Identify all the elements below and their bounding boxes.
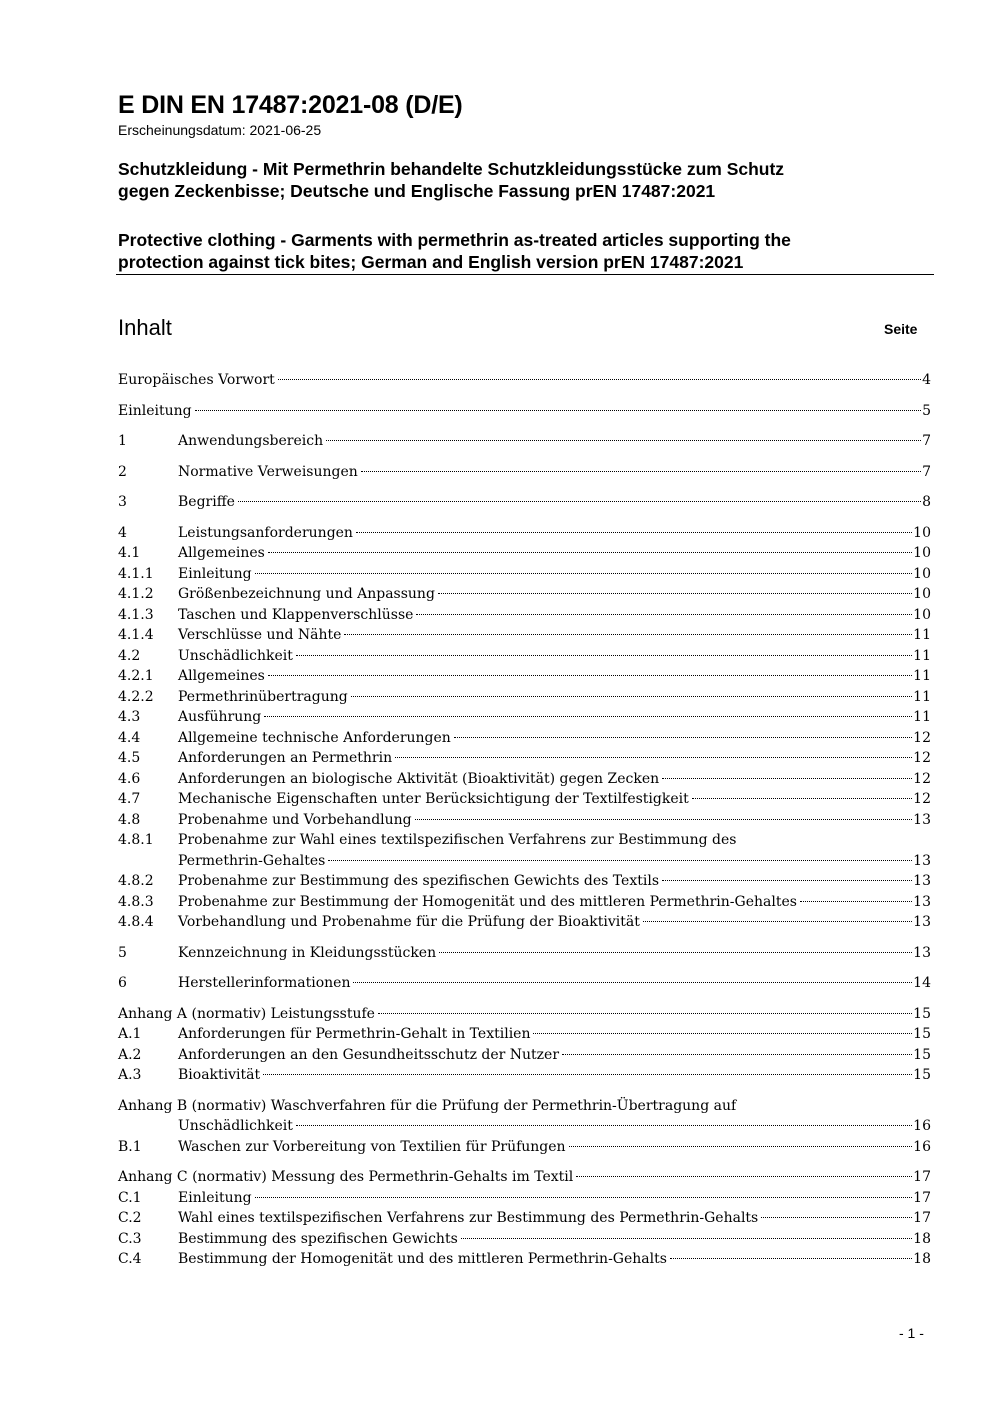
- toc-entry[interactable]: [118, 851, 931, 872]
- toc-entry-page: 17: [913, 1169, 931, 1185]
- toc-leader-dots: [238, 501, 921, 502]
- toc-entry[interactable]: [118, 943, 931, 964]
- toc-entry-number: 4.8.1: [118, 832, 154, 848]
- toc-entry[interactable]: [118, 1096, 931, 1117]
- toc-entry-number: 4.8.2: [118, 873, 154, 889]
- toc-entry[interactable]: [118, 973, 931, 994]
- toc-entry-number: 1: [118, 433, 127, 449]
- toc-entry-label: Anforderungen an Permethrin: [178, 750, 393, 766]
- toc-entry-label: Permethrinübertragung: [178, 688, 348, 705]
- toc-entry[interactable]: [118, 810, 931, 831]
- toc-entry-label: Probenahme zur Bestimmung des spezifischen Gewichts des Textils: [178, 873, 659, 889]
- toc-entry[interactable]: [118, 1188, 931, 1209]
- toc-entry-label: Unschädlichkeit: [178, 647, 293, 664]
- toc-entry-number: A.2: [118, 1046, 142, 1063]
- toc-entry-page: 13: [913, 852, 931, 869]
- toc-entry-label: Herstellerinformationen: [178, 975, 351, 991]
- toc-leader-dots: [439, 952, 912, 953]
- toc-entry-page: 13: [913, 944, 931, 961]
- toc-leader-dots: [356, 532, 912, 533]
- toc-entry-label: Verschlüsse und Nähte: [178, 627, 342, 643]
- title-german: [118, 158, 918, 202]
- toc-entry-number: 4.7: [118, 791, 141, 807]
- toc-entry-label: Einleitung: [178, 1189, 252, 1206]
- toc-entry[interactable]: [118, 769, 931, 790]
- toc-entry-number: 4.1.2: [118, 586, 154, 602]
- toc-entry-number: C.1: [118, 1189, 142, 1206]
- toc-entry-label: Begriffe: [178, 494, 235, 510]
- toc-leader-dots: [662, 880, 912, 881]
- toc-entry[interactable]: [118, 1116, 931, 1137]
- toc-entry-label: Europäisches Vorwort: [118, 372, 275, 388]
- toc-entry-number: 4.6: [118, 770, 141, 787]
- toc-entry-page: 11: [913, 668, 931, 684]
- toc-entry-page: 10: [913, 545, 931, 561]
- page-number: - 1 -: [899, 1325, 924, 1341]
- toc-entry[interactable]: [118, 871, 931, 892]
- title-english-line-1: Protective clothing - Garments with permethrin as-treated articles supporting the: [118, 230, 791, 250]
- toc-entry-page: 8: [922, 494, 931, 510]
- toc-entry[interactable]: [118, 1137, 931, 1158]
- toc-entry-page: 4: [922, 372, 931, 388]
- toc-entry[interactable]: [118, 370, 931, 391]
- toc-leader-dots: [416, 614, 912, 615]
- toc-entry-page: 11: [913, 709, 931, 725]
- toc-leader-dots: [263, 1074, 912, 1075]
- toc-leader-dots: [576, 1176, 912, 1177]
- toc-leader-dots: [344, 634, 912, 635]
- toc-entry[interactable]: [118, 830, 931, 851]
- toc-leader-dots: [268, 675, 912, 676]
- toc-entry[interactable]: [118, 625, 931, 646]
- toc-entry-page: 16: [913, 1118, 931, 1134]
- toc-entry-label: Bioaktivität: [178, 1067, 261, 1083]
- toc-leader-dots: [562, 1054, 912, 1055]
- toc-leader-dots: [195, 410, 922, 411]
- toc-leader-dots: [296, 655, 912, 656]
- toc-entry[interactable]: [118, 431, 931, 452]
- toc-entry-label: Einleitung: [118, 402, 192, 419]
- toc-leader-dots: [569, 1146, 913, 1147]
- toc-entry[interactable]: [118, 748, 931, 769]
- toc-entry-label: Vorbehandlung und Probenahme für die Prüfung der Bioaktivität: [178, 914, 640, 930]
- toc-entry-label: Normative Verweisungen: [178, 463, 358, 480]
- toc-entry-page: 18: [913, 1251, 931, 1267]
- toc-entry-page: 15: [913, 1067, 931, 1083]
- toc-entry-page: 5: [922, 402, 931, 419]
- toc-entry-label: Bestimmung der Homogenität und des mittleren Permethrin-Gehalts: [178, 1251, 667, 1267]
- toc-entry[interactable]: [118, 1208, 931, 1229]
- toc-leader-dots: [328, 860, 912, 861]
- toc-entry-page: 10: [913, 606, 931, 623]
- toc-entry-label: Anhang B (normativ) Waschverfahren für die Prüfung der Permethrin-Übertragung auf: [118, 1097, 737, 1114]
- toc-entry-page: 10: [913, 565, 931, 582]
- toc-entry-number: 4.8.4: [118, 914, 154, 930]
- toc-entry-page: 12: [913, 729, 931, 746]
- toc-entry[interactable]: [118, 707, 931, 728]
- toc-entry-number: 4.8.3: [118, 893, 154, 910]
- toc-entry[interactable]: [118, 1167, 931, 1188]
- toc-entry-page: 7: [922, 463, 931, 480]
- toc-entry[interactable]: [118, 605, 931, 626]
- toc-entry[interactable]: [118, 523, 931, 544]
- toc-entry[interactable]: [118, 492, 931, 513]
- toc-entry-number: 6: [118, 975, 127, 991]
- toc-entry[interactable]: [118, 462, 931, 483]
- toc-entry[interactable]: [118, 1024, 931, 1045]
- toc-entry-number: A.3: [118, 1067, 142, 1083]
- toc-entry[interactable]: [118, 912, 931, 933]
- toc-entry[interactable]: [118, 1249, 931, 1270]
- toc-entry-number: 4.8: [118, 811, 141, 828]
- toc-entry-label: Bestimmung des spezifischen Gewichts: [178, 1230, 458, 1247]
- toc-entry-number: C.4: [118, 1251, 142, 1267]
- toc-entry-label: Größenbezeichnung und Anpassung: [178, 586, 435, 602]
- toc-entry-page: 17: [913, 1189, 931, 1206]
- toc-entry-page: 10: [913, 586, 931, 602]
- toc-entry-number: 4.2.1: [118, 668, 154, 684]
- toc-entry[interactable]: [118, 728, 931, 749]
- toc-entry-label: Unschädlichkeit: [178, 1118, 293, 1134]
- toc-leader-dots: [662, 778, 912, 779]
- toc-entry-number: A.1: [118, 1026, 142, 1042]
- toc-entry-label: Permethrin-Gehaltes: [178, 852, 326, 869]
- toc-leader-dots: [395, 757, 912, 758]
- toc-entry-label: Anhang A (normativ) Leistungsstufe: [118, 1005, 375, 1022]
- toc-leader-dots: [670, 1258, 912, 1259]
- toc-entry-number: 4.2.2: [118, 688, 154, 705]
- toc-entry-label: Probenahme zur Bestimmung der Homogenität und des mittleren Permethrin-Gehaltes: [178, 893, 797, 910]
- toc-entry-label: Mechanische Eigenschaften unter Berücksichtigung der Textilfestigkeit: [178, 791, 689, 807]
- toc-entry-page: 13: [913, 914, 931, 930]
- toc-entry[interactable]: [118, 666, 931, 687]
- toc-entry-number: 4.1: [118, 545, 141, 561]
- toc-entry[interactable]: [118, 789, 931, 810]
- toc-entry-label: Anforderungen für Permethrin-Gehalt in Textilien: [178, 1026, 531, 1042]
- toc-entry-page: 11: [913, 647, 931, 664]
- toc-entry-label: Waschen zur Vorbereitung von Textilien für Prüfungen: [178, 1138, 566, 1155]
- toc-entry-label: Allgemeines: [178, 668, 265, 684]
- toc-entry-number: 5: [118, 944, 127, 961]
- title-english: [118, 229, 918, 273]
- toc-entry-page: 16: [913, 1138, 931, 1155]
- toc-entry[interactable]: [118, 892, 931, 913]
- toc-entry-label: Probenahme und Vorbehandlung: [178, 811, 412, 828]
- toc-entry[interactable]: [118, 1004, 931, 1025]
- toc-leader-dots: [533, 1033, 912, 1034]
- toc-entry-label: Probenahme zur Wahl eines textilspezifischen Verfahrens zur Bestimmung des: [178, 832, 737, 848]
- toc-entry-label: Leistungsanforderungen: [178, 524, 353, 541]
- title-german-line-1: Schutzkleidung - Mit Permethrin behandelte Schutzkleidungsstücke zum Schutz: [118, 159, 785, 179]
- title-english-line-2: protection against tick bites; German and English version prEN 17487:2021: [118, 252, 744, 272]
- toc-entry-label: Allgemeine technische Anforderungen: [178, 729, 451, 746]
- toc-entry-label: Kennzeichnung in Kleidungsstücken: [178, 944, 437, 961]
- toc-entry-label: Anforderungen an den Gesundheitsschutz der Nutzer: [178, 1046, 560, 1063]
- toc-entry-page: 15: [913, 1046, 931, 1063]
- toc-entry[interactable]: [118, 646, 931, 667]
- toc-entry-number: 4.1.1: [118, 565, 154, 582]
- toc-entry[interactable]: [118, 401, 931, 422]
- toc-leader-dots: [692, 798, 912, 799]
- toc-leader-dots: [761, 1217, 912, 1218]
- toc-entry-page: 11: [913, 688, 931, 705]
- toc-entry-label: Ausführung: [178, 709, 262, 725]
- toc-entry-label: Einleitung: [178, 565, 252, 582]
- toc-leader-dots: [326, 440, 921, 441]
- toc-leader-dots: [643, 921, 912, 922]
- toc-entry-number: 4.3: [118, 709, 141, 725]
- toc-leader-dots: [296, 1125, 912, 1126]
- toc-leader-dots: [461, 1238, 912, 1239]
- toc-entry-number: 4.1.3: [118, 606, 154, 623]
- toc-leader-dots: [255, 1197, 913, 1198]
- toc-entry-page: 13: [913, 873, 931, 889]
- toc-leader-dots: [378, 1013, 912, 1014]
- toc-entry-label: Allgemeines: [178, 545, 265, 561]
- toc-page-column-label: Seite: [884, 321, 918, 337]
- toc-leader-dots: [268, 552, 912, 553]
- toc-leader-dots: [353, 982, 912, 983]
- toc-entry-number: 4.2: [118, 647, 141, 664]
- table-of-contents: [118, 370, 931, 1270]
- toc-entry-number: C.3: [118, 1230, 142, 1247]
- toc-entry-label: Anforderungen an biologische Aktivität (Bioaktivität) gegen Zecken: [178, 770, 660, 787]
- toc-entry-page: 12: [913, 750, 931, 766]
- toc-entry-label: Anwendungsbereich: [178, 433, 324, 449]
- document-id: E DIN EN 17487:2021-08 (D/E): [118, 91, 463, 119]
- toc-leader-dots: [361, 471, 921, 472]
- toc-entry-page: 11: [913, 627, 931, 643]
- toc-entry-number: 4.4: [118, 729, 141, 746]
- toc-entry-page: 14: [913, 975, 931, 991]
- toc-entry-label: Taschen und Klappenverschlüsse: [178, 606, 414, 623]
- toc-leader-dots: [264, 716, 912, 717]
- toc-entry[interactable]: [118, 584, 931, 605]
- toc-leader-dots: [454, 737, 912, 738]
- toc-entry-page: 15: [913, 1005, 931, 1022]
- publication-date: Erscheinungsdatum: 2021-06-25: [118, 122, 322, 138]
- toc-entry-number: 4.1.4: [118, 627, 154, 643]
- toc-entry[interactable]: [118, 1229, 931, 1250]
- toc-entry-label: Anhang C (normativ) Messung des Permethrin-Gehalts im Textil: [118, 1169, 574, 1185]
- toc-entry-page: 10: [913, 524, 931, 541]
- toc-entry-number: 3: [118, 494, 127, 510]
- toc-entry-number: 4.5: [118, 750, 141, 766]
- toc-leader-dots: [800, 901, 912, 902]
- toc-entry-number: B.1: [118, 1138, 142, 1155]
- title-german-line-2: gegen Zeckenbisse; Deutsche und Englische Fassung prEN 17487:2021: [118, 181, 716, 201]
- toc-entry-page: 12: [913, 770, 931, 787]
- toc-entry[interactable]: [118, 543, 931, 564]
- toc-entry[interactable]: [118, 1065, 931, 1086]
- toc-entry-number: 2: [118, 463, 127, 480]
- toc-leader-dots: [351, 696, 912, 697]
- toc-entry-page: 13: [913, 811, 931, 828]
- toc-entry-label: Wahl eines textilspezifischen Verfahrens zur Bestimmung des Permethrin-Gehalts: [178, 1210, 759, 1226]
- toc-entry-page: 18: [913, 1230, 931, 1247]
- header-divider: [116, 274, 934, 275]
- toc-entry-number: 4: [118, 524, 127, 541]
- toc-entry-page: 15: [913, 1026, 931, 1042]
- toc-entry-page: 17: [913, 1210, 931, 1226]
- toc-leader-dots: [278, 379, 921, 380]
- toc-leader-dots: [415, 819, 913, 820]
- toc-entry[interactable]: [118, 564, 931, 585]
- toc-leader-dots: [255, 573, 913, 574]
- toc-entry-page: 7: [922, 433, 931, 449]
- toc-entry-number: C.2: [118, 1210, 142, 1226]
- toc-entry[interactable]: [118, 687, 931, 708]
- toc-leader-dots: [438, 593, 912, 594]
- toc-heading: Inhalt: [118, 315, 172, 340]
- toc-entry-page: 13: [913, 893, 931, 910]
- toc-entry-page: 12: [913, 791, 931, 807]
- toc-entry[interactable]: [118, 1045, 931, 1066]
